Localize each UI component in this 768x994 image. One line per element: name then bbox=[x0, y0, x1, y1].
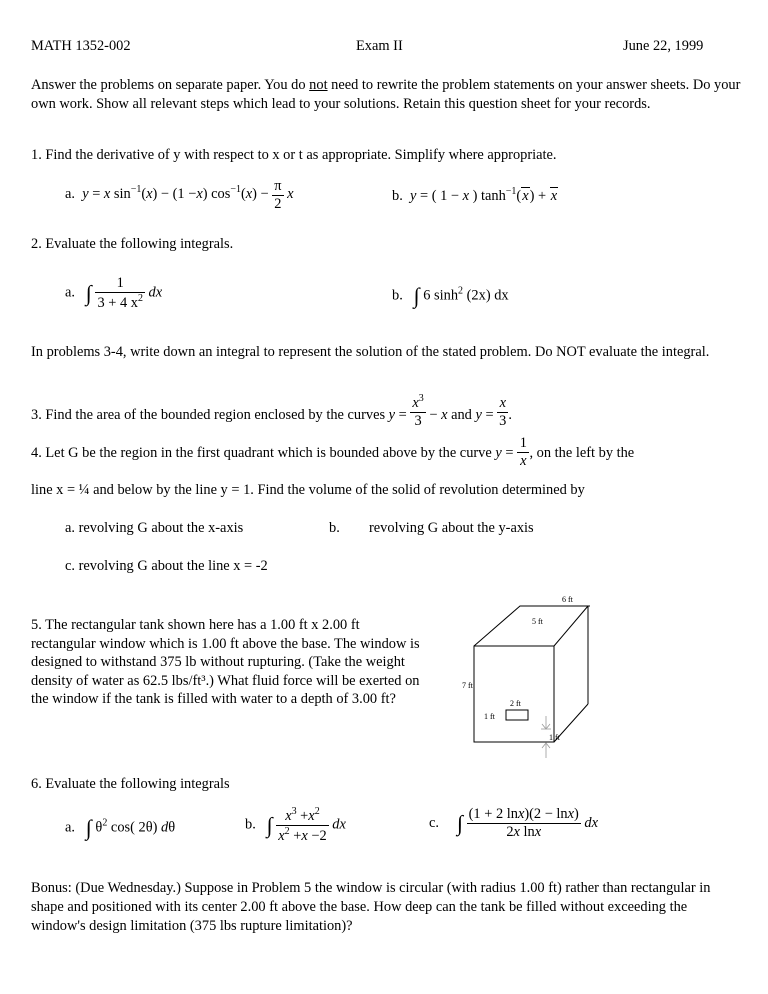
problem-4b: revolving G about the y-axis bbox=[369, 520, 534, 536]
exam-date: June 22, 1999 bbox=[623, 38, 704, 54]
problem-4c: c. revolving G about the line x = -2 bbox=[65, 558, 268, 574]
dim-gap-label: 1 ft bbox=[549, 733, 560, 742]
problem-6a: a. ∫ $\theta^2$ cos( 2θ) dθ bbox=[65, 815, 176, 840]
dim-height-label: 7 ft bbox=[462, 681, 473, 690]
problem-1a: a. y = x $\sin^{-1}(x) - (1 -x) \cos^{-1}(x)$ − $\frac{\pi}{2}$ x bbox=[65, 178, 294, 212]
tank-window bbox=[506, 710, 528, 720]
problem-2a: a. ∫ $\frac{1}{3 + 4 x^2}$ dx bbox=[65, 275, 163, 311]
bonus-problem: Bonus: (Due Wednesday.) Suppose in Problem 5 the window is circular (with radius 1.00 ft) rather than rectangular in shape and positioned with its center 2.00 ft above the base. How deep can the tank be filled without exceeding the window's design limitation (375 lbs rupture limitation)? bbox=[31, 880, 711, 934]
problem-2-text: 2. Evaluate the following integrals. bbox=[31, 236, 234, 252]
label-1b: b. bbox=[392, 187, 403, 204]
problem-2b: b. ∫ 6 $\sinh^2 (2x)$ dx bbox=[392, 283, 509, 308]
dim-depth-label: 5 ft bbox=[532, 617, 543, 626]
dim-window-width-label: 2 ft bbox=[510, 699, 521, 708]
dim-width-label: 6 ft bbox=[562, 595, 573, 604]
course-title: MATH 1352-002 bbox=[31, 38, 131, 54]
problem-6c: c. ∫ $\frac{(1 + 2 \ln x)(2 - \ln x)}{\text{2x lnx}}$ dx bbox=[429, 806, 599, 840]
problem-5-text: 5. The rectangular tank shown here has a 1.00 ft x 2.00 ft rectangular window which is 1.00 ft above the base. The window is designed to withstand 375 lb without rupturing. (Take the weight density of water as 62.5 lbs/ft³.) What fluid force will be exerted on the window if the tank is filled with water to a depth of 3.00 ft? bbox=[31, 617, 420, 707]
problem-6-text: 6. Evaluate the following integrals bbox=[31, 776, 230, 792]
exam-title: Exam II bbox=[356, 38, 403, 54]
label-2b: b. bbox=[392, 287, 403, 304]
problem-4b-label: b. bbox=[329, 520, 340, 536]
instructions: Answer the problems on separate paper. You do not need to rewrite the problem statements on your answer sheets. Do your own work. Show all relevant steps which lead to your solutions. Retain this question sheet for your records. bbox=[31, 77, 741, 112]
problem-4: 4. Let G be the region in the first quadrant which is bounded above by the curve y = $\frac{1}{x}$ , on the left by the bbox=[31, 435, 635, 469]
dim-window-height-label: 1 ft bbox=[484, 712, 495, 721]
problem-1b: b. y = ( 1 − x ) $\tanh^{-1}(x) + x$ bbox=[392, 186, 558, 204]
problem-4-line2: line x = ¼ and below by the line y = 1. Find the volume of the solid of revolution determined by bbox=[31, 482, 585, 498]
label-1a: a. bbox=[65, 186, 75, 202]
tank-diagram bbox=[440, 588, 590, 763]
problem-1-text: 1. Find the derivative of y with respect to x or t as appropriate. Simplify where appropriate. bbox=[31, 147, 557, 163]
problems-3-4-intro: In problems 3-4, write down an integral to represent the solution of the stated problem. Do NOT evaluate the integral. bbox=[31, 344, 710, 360]
problem-6b: b. ∫ $\frac{x^3 +x^2}{x^2 +x -2}$ dx bbox=[245, 806, 346, 844]
problem-3: 3. Find the area of the bounded region enclosed by the curves y = $\frac{x^3}{3}$ − x and y = $\frac{x}{3}$ . bbox=[31, 393, 512, 429]
problem-4a: a. revolving G about the x-axis bbox=[65, 520, 244, 536]
label-2a: a. bbox=[65, 284, 75, 301]
